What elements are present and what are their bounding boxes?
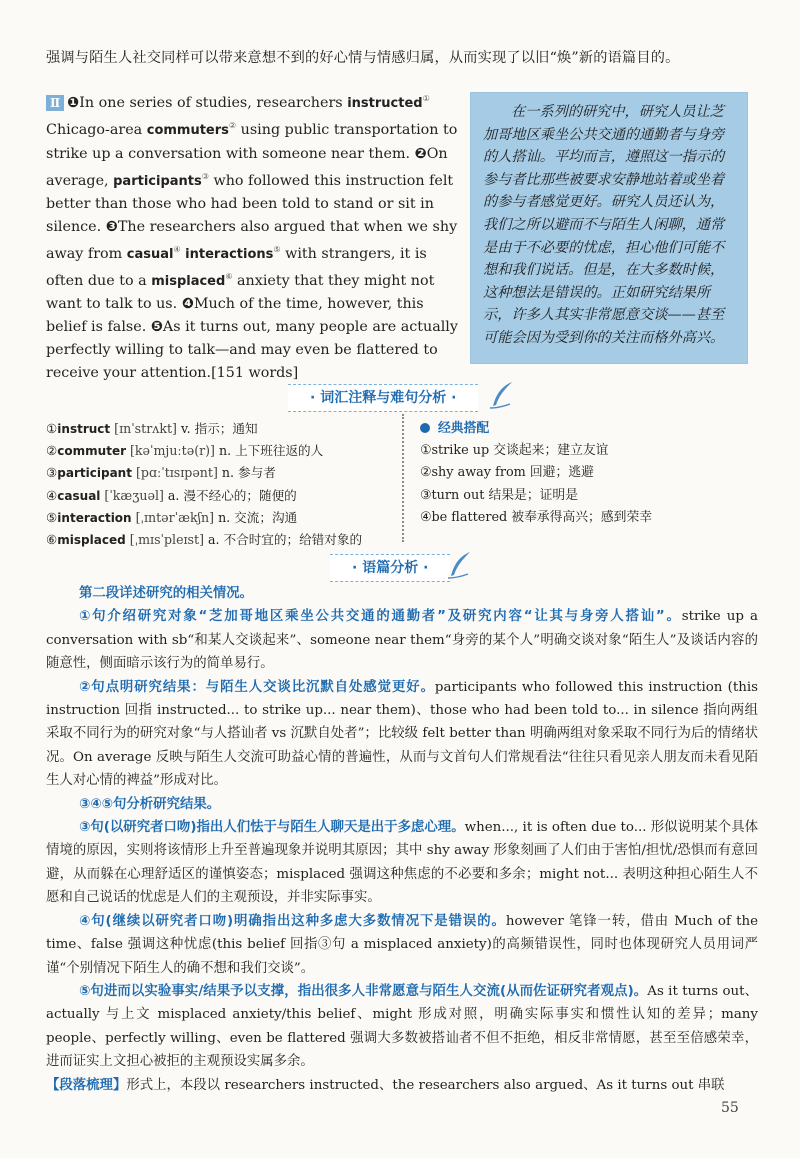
- passage-text: with strangers, it is often due to a: [46, 245, 427, 289]
- vocab-item: ①instruct [ɪnˈstrʌkt] v. 指示；通知: [46, 421, 258, 436]
- discourse-section-title: · 语篇分析 ·: [330, 554, 450, 582]
- vocab-note: ⑥: [225, 271, 233, 281]
- paragraph-marker: Ⅱ: [46, 95, 64, 111]
- sentence-number: ❺: [150, 319, 163, 336]
- quill-pen-icon: [446, 550, 474, 580]
- collocation-item: ③turn out 结果是；证明是: [420, 487, 579, 503]
- vocab-note: ①: [422, 94, 430, 103]
- analysis-paragraph: ③④⑤句分析研究结果。: [79, 796, 221, 812]
- collocations-box: [420, 418, 760, 529]
- sentence-number: ❷: [414, 145, 427, 162]
- passage-text: using public transportation to strike up a conversation with someone near them.: [46, 122, 458, 162]
- passage-text: who followed this instruction felt better than those who had been told to stand or sit in silence.: [46, 172, 454, 235]
- vocab-item: ⑥misplaced [ˌmɪsˈpleɪst] a. 不合时宜的；给错对象的: [46, 532, 363, 548]
- vocab-word: misplaced: [151, 273, 226, 289]
- bullet-dot-icon: [420, 423, 430, 433]
- vocab-note: ③: [201, 171, 209, 181]
- analysis-paragraph: ④句(继续以研究者口吻)明确指出这种多虑大多数情况下是错误的。however 笔锋一转，借由 Much of the time、false 强调这种忧虑(this belief 回指③句 a misplaced anxiety)的高频错误性，同时也体现研究人员用词严谨“个别情况下陌生人的确不想和我们交谈”。: [46, 913, 759, 976]
- vocab-word: instructed: [347, 95, 423, 111]
- vocab-word: participants: [113, 173, 202, 189]
- passage-text: anxiety that they might not want to talk to us.: [46, 272, 435, 313]
- vocab-item: ⑤interaction [ˌɪntərˈækʃn] n. 交流；沟通: [46, 509, 298, 525]
- previous-paragraph-summary: 强调与陌生人社交同样可以带来意想不到的好心情与情感归属，从而实现了以旧“焕”新的语篇目的。: [46, 50, 680, 66]
- chinese-translation-box: 在一系列的研究中，研究人员让芝加哥地区乘坐公共交通的通勤者与身旁的人搭讪。平均而言，遵照这一指示的参与者比那些被要求安静地站着或坐着的参与者感觉更好。研究人员还认为，我们之所以避而不与陌生人闲聊，通常是由于不必要的忧虑，担心他们可能不想和我们说话。但是，在大多数时候，这种想法是错误的。正如研究结果所示，许多人其实非常愿意交谈——甚至可能会因为受到你的关注而格外高兴。: [470, 92, 748, 364]
- collocation-item: ①strike up 交谈起来；建立友谊: [420, 443, 609, 459]
- passage-text: Much of the time, however, this belief is false.: [46, 296, 424, 336]
- passage-text: In one series of studies, researchers: [79, 94, 348, 111]
- collocations-heading: 经典搭配: [420, 418, 760, 440]
- vocab-list: [46, 418, 396, 551]
- word-count: [151 words]: [211, 364, 299, 381]
- page-number: 55: [721, 1100, 739, 1116]
- collocation-item: ④be flattered 被奉承得高兴；感到荣幸: [420, 509, 653, 525]
- vocab-word: interactions: [185, 246, 274, 262]
- vocab-item: ③participant [pɑːˈtɪsɪpənt] n. 参与者: [46, 465, 276, 481]
- passage-text: Chicago-area: [46, 122, 147, 139]
- passage-text: The researchers also argued that when we shy away from: [46, 218, 458, 262]
- sentence-number: ❶: [67, 94, 80, 111]
- passage-text: On average,: [46, 145, 448, 189]
- vocab-note: ⑤: [273, 244, 281, 254]
- analysis-paragraph: ⑤句进而以实验事实/结果予以支撑，指出很多人非常愿意与陌生人交流(从而佐证研究者观点)。As it turns out、actually 与上文 misplaced anxiety/this belief、might 形成对照，明确实际事实和惯性认知的差异；many people、perfectly willing、even be flattered 强调大多数被搭讪者不但不拒绝，相反非常情愿，甚至至倍感荣幸，进而证实上文担心被拒的主观预设实属多余。: [46, 983, 758, 1070]
- sentence-number: ❸: [105, 218, 118, 235]
- vocab-section-title: · 词汇注释与难句分析 ·: [288, 384, 478, 412]
- quill-pen-icon: [488, 380, 516, 410]
- collocation-item: ②shy away from 回避；逃避: [420, 465, 594, 481]
- vocab-note: ④: [173, 244, 181, 254]
- analysis-paragraph: ②句点明研究结果：与陌生人交谈比沉默自处感觉更好。participants who followed this instruction (this instruction 回指 instructed... to strike up... near them)、those who had been told to... in silence 指向两组采取不同行为的研究对象“与人搭讪者 vs 沉默自处者”；比较级 felt better than 明确两组对象采取不同行为后的情绪状况。On average 反映与陌生人交流可助益心情的普遍性，从而与文首句人们常规看法“往往只看见亲人朋友而未看见陌生人对心情的裨益”形成对比。: [46, 679, 758, 789]
- sentence-number: ❹: [181, 296, 194, 313]
- analysis-paragraph: 【段落梳理】形式上，本段以 researchers instructed、the researchers also argued、As it turns out 串联: [46, 1077, 725, 1093]
- vocab-item: ④casual [ˈkæʒuəl] a. 漫不经心的；随便的: [46, 487, 297, 503]
- analysis-paragraph: ①句介绍研究对象“芝加哥地区乘坐公共交通的通勤者”及研究内容“让其与身旁人搭讪”。strike up a conversation with sb“和某人交谈起来”、someone near them“身旁的某个人”明确交谈对象“陌生人”及谈话内容的随意性，侧面暗示该行为的简单易行。: [46, 609, 759, 672]
- discourse-analysis: [46, 582, 758, 1097]
- passage-text: As it turns out, many people are actually perfectly willing to talk—and may even be flattered to receive your attention.: [46, 319, 458, 381]
- spiral-divider: [402, 414, 406, 542]
- vocab-item: ②commuter [kəˈmjuːtə(r)] n. 上下班往返的人: [46, 443, 324, 459]
- english-passage: [46, 88, 458, 384]
- vocab-word: commuters: [146, 123, 229, 139]
- vocab-note: ②: [228, 121, 237, 131]
- analysis-paragraph: 第二段详述研究的相关情况。: [79, 586, 254, 601]
- analysis-paragraph: ③句(以研究者口吻)指出人们怯于与陌生人聊天是出于多虑心理。when..., it is often due to... 形似说明某个具体情境的原因，实则将该情形上升至普遍现象并说明其原因；其中 shy away 形象刻画了人们由于害怕/担忧/恐惧而有意回避，从而躲在心理舒适区的谨慎姿态；misplaced 强调这种焦虑的不必要和多余；might not... 表明这种担心陌生人不愿和自己说话的忧虑是人们的主观预设，并非实际事实。: [46, 820, 759, 906]
- vocab-word: casual: [126, 246, 174, 262]
